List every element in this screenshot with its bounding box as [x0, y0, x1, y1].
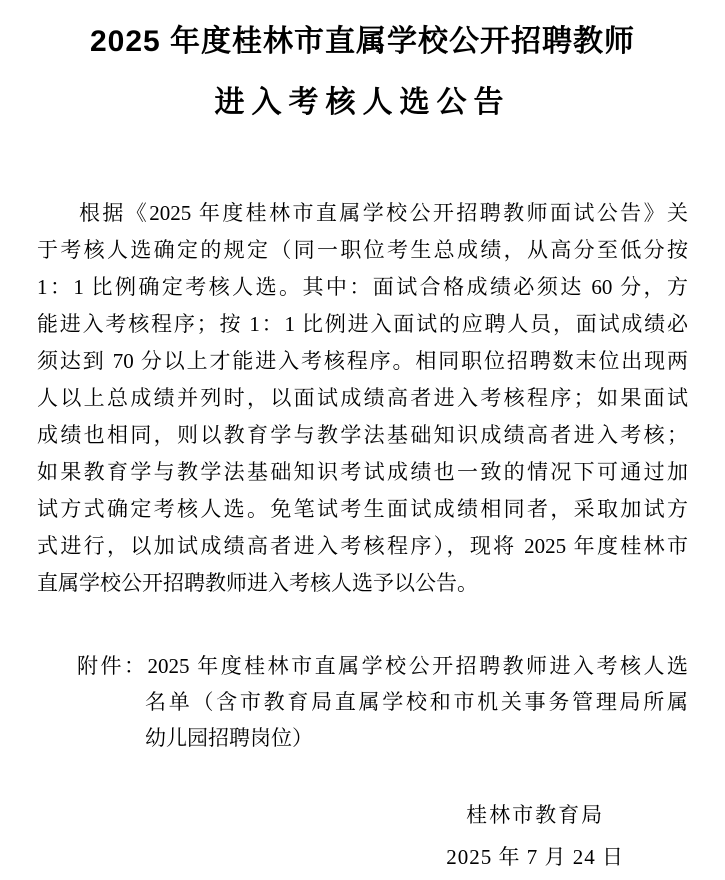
title-line-1: 2025 年度桂林市直属学校公开招聘教师	[89, 25, 636, 58]
body-paragraph	[37, 195, 688, 602]
body-line: 根据《2025 年度桂林市直属学校公开招聘教师面试公告》关	[79, 201, 688, 225]
body-line: 1：1 比例确定考核人选。其中：面试合格成绩必须达 60 分，方	[37, 275, 688, 299]
body-line: 须达到 70 分以上才能进入考核程序。相同职位招聘数末位出现两	[37, 349, 688, 373]
body-line: 能进入考核程序；按 1：1 比例进入面试的应聘人员，面试成绩必	[37, 312, 688, 336]
body-line: 如果教育学与教学法基础知识考试成绩也一致的情况下可通过加	[37, 460, 688, 484]
attachment-line-3: 幼儿园招聘岗位）	[145, 726, 313, 750]
issue-date: 2025 年 7 月 24 日	[446, 845, 624, 869]
body-line: 于考核人选确定的规定（同一职位考生总成绩，从高分至低分按	[37, 238, 688, 262]
signature-block	[446, 798, 624, 874]
body-line: 直属学校公开招聘教师进入考核人选予以公告。	[37, 571, 478, 595]
issuer-name: 桂林市教育局	[466, 803, 605, 827]
body-line: 式进行，以加试成绩高者进入考核程序），现将 2025 年度桂林市	[37, 534, 688, 558]
attachment-label: 附件：	[77, 654, 148, 678]
body-line: 成绩也相同，则以教育学与教学法基础知识成绩高者进入考核；	[37, 423, 688, 447]
attachment-line-1	[37, 648, 688, 684]
title-line-2: 进入考核人选公告	[214, 86, 511, 119]
attachment-block	[37, 648, 688, 756]
attachment-text: 2025 年度桂林市直属学校公开招聘教师进入考核人选	[147, 654, 688, 678]
attachment-line-2: 名单（含市教育局直属学校和市机关事务管理局所属	[145, 690, 688, 714]
document-content	[0, 24, 725, 874]
document-title	[37, 24, 688, 121]
body-line: 试方式确定考核人选。免笔试考生面试成绩相同者，采取加试方	[37, 497, 688, 521]
body-line: 人以上总成绩并列时，以面试成绩高者进入考核程序；如果面试	[37, 386, 688, 410]
